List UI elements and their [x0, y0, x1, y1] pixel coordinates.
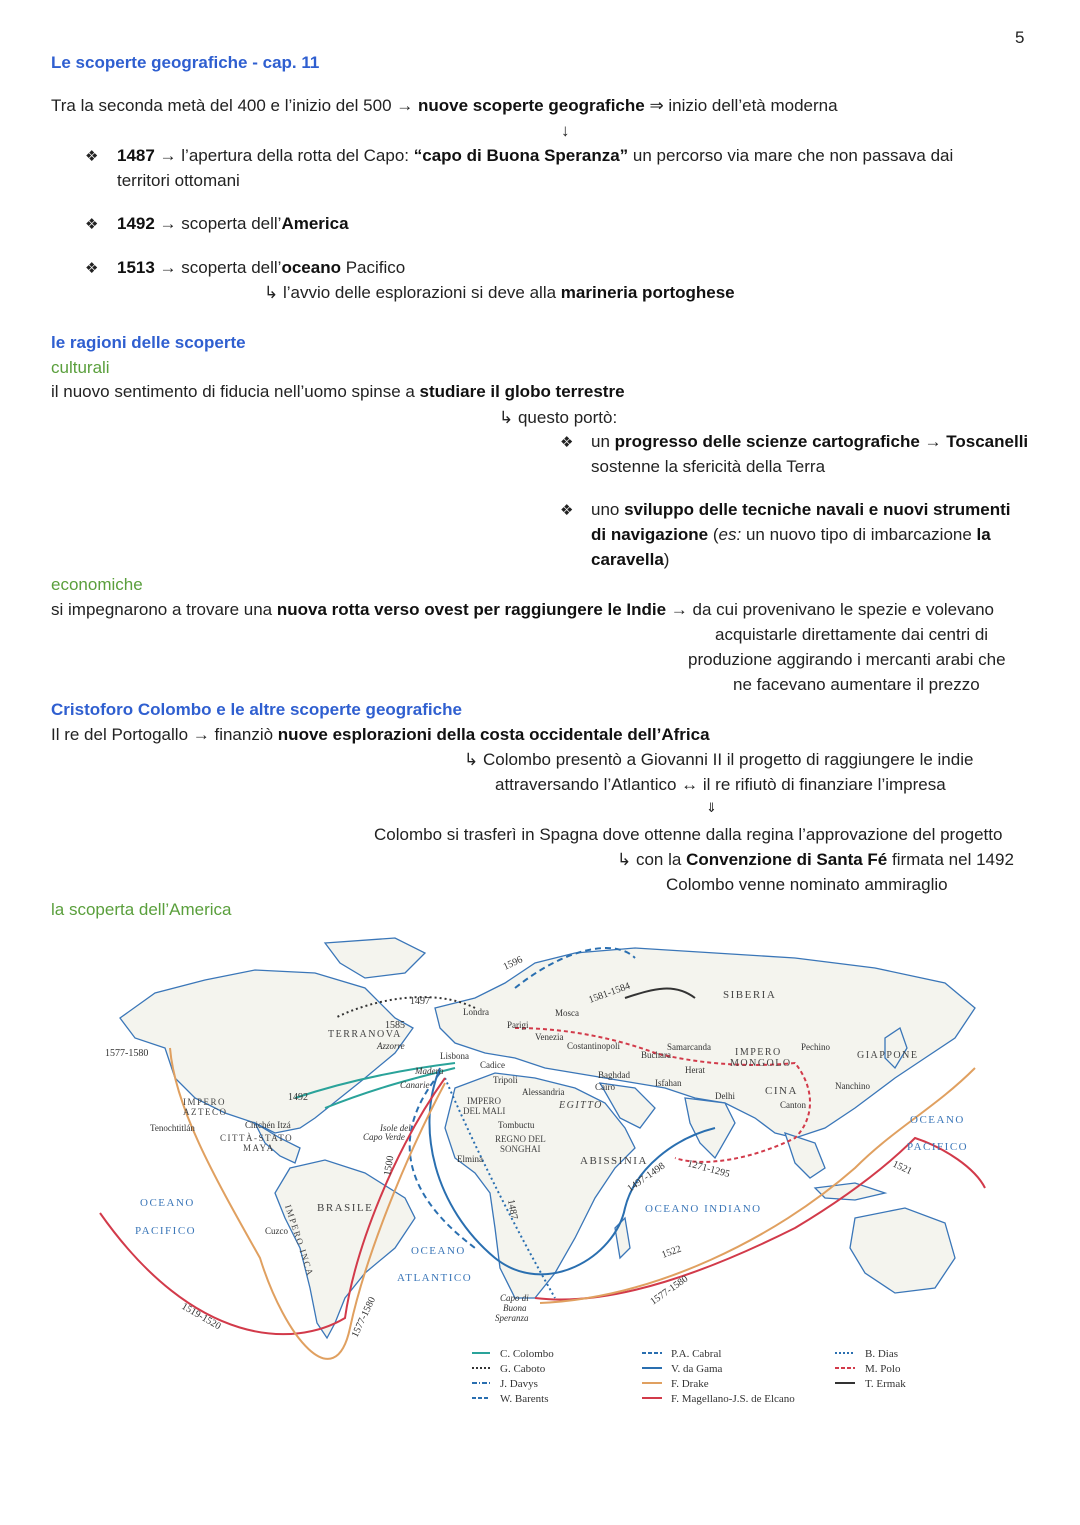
bullet-text: un percorso via mare che non passava dai	[628, 146, 954, 165]
section-heading-ragioni: le ragioni delle scoperte	[51, 333, 246, 352]
label-isfahan: Isfahan	[655, 1078, 682, 1088]
label-capo-buona-3: Speranza	[495, 1313, 529, 1323]
text-bold: Toscanelli	[946, 432, 1029, 451]
bullet-icon: ❖	[85, 260, 99, 277]
label-oceano-pacifico-w2: PACIFICO	[135, 1225, 197, 1237]
legend-dagama: V. da Gama	[671, 1363, 723, 1375]
economiche-line2: acquistarle direttamente dai centri di	[715, 625, 989, 644]
world-map	[95, 928, 1000, 1415]
label-cadice: Cadice	[480, 1060, 505, 1070]
year-1497: 1497	[410, 996, 430, 1007]
colombo-line3: attraversando l’Atlantico ↔ il re rifiutò di finanziare l’impresa	[495, 775, 946, 794]
madagascar	[615, 1218, 630, 1258]
year-1596: 1596	[501, 954, 525, 973]
culturali-line	[51, 382, 625, 402]
cartografia-line2: sostenne la sfericità della Terra	[591, 457, 826, 476]
culturali-bold: studiare il globo terrestre	[419, 382, 625, 401]
page-number: 5	[1015, 28, 1025, 47]
label-oceano-indiano: OCEANO INDIANO	[645, 1203, 762, 1215]
label-impero-mali-1: IMPERO	[467, 1096, 502, 1106]
bullet-text-bold: oceano	[281, 258, 341, 277]
text: (	[708, 525, 719, 544]
label-terranova: TERRANOVA	[328, 1029, 402, 1040]
legend-magellano: F. Magellano-J.S. de Elcano	[671, 1393, 795, 1405]
label-canton: Canton	[780, 1100, 806, 1110]
label-pechino: Pechino	[801, 1042, 830, 1052]
year-1577-south: 1577-1580	[648, 1273, 691, 1308]
legend-cabral: P.A. Cabral	[671, 1348, 722, 1360]
tecniche-line	[591, 500, 1010, 520]
porto-line: ↳ questo portò:	[499, 408, 618, 427]
bullet-text: → scoperta dell’	[154, 258, 282, 277]
economiche-line4: ne facevano aumentare il prezzo	[733, 675, 980, 694]
label-impero-mongolo-1: IMPERO	[735, 1047, 782, 1058]
bullet-year: 1492	[117, 214, 155, 233]
legend-drake: F. Drake	[671, 1378, 709, 1390]
legend-polo: M. Polo	[865, 1363, 901, 1375]
label-baghdad: Baghdad	[598, 1070, 630, 1080]
legend-davys: J. Davys	[500, 1378, 538, 1390]
bullet-text-bold: “capo di Buona Speranza”	[413, 146, 629, 165]
tecniche-line3	[591, 550, 669, 570]
intro-line	[51, 96, 838, 116]
colombo-line5	[617, 850, 1014, 870]
year-1500: 1500	[382, 1154, 397, 1177]
portoghese-line	[264, 283, 735, 303]
label-egitto: EGITTO	[559, 1100, 603, 1111]
label-cairo: Cairo	[595, 1082, 615, 1092]
text-bold: Convenzione di Santa Fé	[686, 850, 888, 869]
label-capo-buona-1: Capo di	[500, 1293, 529, 1303]
bullet-text: → scoperta dell’	[154, 214, 282, 233]
text-bold: caravella	[591, 550, 664, 569]
colombo-arrow: ⇓	[706, 800, 717, 815]
text: firmata nel 1492	[887, 850, 1014, 869]
year-1497-1498: 1497-1498	[625, 1160, 668, 1195]
world-map-svg	[95, 928, 1000, 1415]
text-bold: la	[976, 525, 991, 544]
year-1521: 1521	[890, 1158, 914, 1178]
label-cina: CINA	[765, 1085, 798, 1097]
economiche-line1	[51, 600, 994, 620]
label-tenochtitlan: Tenochtitlán	[150, 1123, 195, 1133]
label-oceano-atlantico-2: ATLANTICO	[397, 1272, 473, 1284]
intro-arrow: ↓	[561, 121, 570, 140]
label-parigi: Parigi	[507, 1020, 529, 1030]
india	[685, 1098, 735, 1158]
year-1522: 1522	[660, 1243, 683, 1261]
text-bold: nuova rotta verso ovest per raggiungere le Indie	[276, 600, 667, 619]
year-1271-1295: 1271-1295	[686, 1158, 731, 1181]
text: → da cui provenivano le spezie e volevano	[666, 600, 995, 619]
label-elmina: Elmina	[457, 1154, 483, 1164]
label-abissinia: ABISSINIA	[580, 1155, 648, 1167]
bullet-1487-line2: territori ottomani	[117, 171, 240, 190]
label-buchara: Buchara	[641, 1050, 671, 1060]
label-citta-stato-2: MAYA	[243, 1143, 275, 1153]
label-venezia: Venezia	[535, 1032, 564, 1042]
label-delhi: Delhi	[715, 1091, 735, 1101]
bullet-text-bold: America	[281, 214, 349, 233]
legend-dias: B. Dias	[865, 1348, 898, 1360]
bullet-year: 1513	[117, 258, 155, 277]
culturali-text: il nuovo sentimento di fiducia nell’uomo spinse a	[51, 382, 420, 401]
label-cuzco: Cuzco	[265, 1226, 288, 1236]
legend-barents: W. Barents	[500, 1393, 549, 1405]
section-heading-colombo: Cristoforo Colombo e le altre scoperte geografiche	[51, 700, 462, 719]
text: Il re del Portogallo → finanziò	[51, 725, 278, 744]
text: un	[591, 432, 615, 451]
label-oceano-pacifico-e2: PACIFICO	[907, 1141, 969, 1153]
text: )	[663, 550, 670, 569]
subheading-america: la scoperta dell’America	[51, 900, 232, 919]
text-bold: di navigazione	[591, 525, 709, 544]
cartografia-line	[591, 432, 1028, 452]
bullet-text: Pacifico	[340, 258, 406, 277]
australia	[850, 1208, 955, 1293]
label-regno-songhai-1: REGNO DEL	[495, 1134, 546, 1144]
year-1487: 1487	[505, 1198, 520, 1221]
year-1581: 1581-1584	[587, 980, 632, 1006]
subheading-culturali: culturali	[51, 358, 110, 377]
north-america	[120, 970, 413, 1133]
economiche-line3: produzione aggirando i mercanti arabi che	[688, 650, 1006, 669]
label-giappone: GIAPPONE	[857, 1050, 919, 1061]
legend-caboto: G. Caboto	[500, 1363, 546, 1375]
label-tombuctu: Tombuctu	[498, 1120, 535, 1130]
label-impero-mali-2: DEL MALI	[463, 1106, 506, 1116]
label-tripoli: Tripoli	[493, 1075, 518, 1085]
bullet-icon: ❖	[560, 502, 574, 519]
legend-colombo: C. Colombo	[500, 1348, 554, 1360]
label-canarie: Canarie	[400, 1080, 430, 1090]
label-impero-azteco-1: IMPERO	[183, 1097, 227, 1107]
text-bold: progresso delle scienze cartografiche	[614, 432, 920, 451]
label-brasile: BRASILE	[317, 1202, 374, 1214]
label-isole-capo-verde-2: Capo Verde	[363, 1132, 405, 1142]
label-costantinopoli: Costantinopoli	[567, 1041, 621, 1051]
southeast-asia	[785, 1133, 825, 1178]
label-azzorre: Azzorre	[377, 1041, 405, 1051]
year-1577-west: 1577-1580	[105, 1048, 149, 1059]
label-nanchino: Nanchino	[835, 1081, 870, 1091]
bullet-icon: ❖	[85, 148, 99, 165]
label-mosca: Mosca	[555, 1008, 579, 1018]
label-chichen-itza: Chichén Itzá	[245, 1120, 291, 1130]
bullet-1487	[117, 146, 953, 166]
bullet-1513	[117, 258, 405, 278]
text: uno	[591, 500, 625, 519]
label-londra: Londra	[463, 1007, 489, 1017]
label-lisbona: Lisbona	[440, 1051, 469, 1061]
bullet-icon: ❖	[85, 216, 99, 233]
colombo-line4: Colombo si trasferì in Spagna dove ottenne dalla regina l’approvazione del progetto	[374, 825, 1003, 844]
year-1519-1520: 1519-1520	[179, 1301, 223, 1333]
label-impero-mongolo-2: MONGOLO	[730, 1058, 792, 1069]
label-oceano-pacifico-w1: OCEANO	[140, 1197, 195, 1209]
legend-ermak: T. Ermak	[865, 1378, 906, 1390]
text-bold: nuove esplorazioni della costa occidentale dell’Africa	[277, 725, 710, 744]
text-bold: sviluppo delle tecniche navali e nuovi strumenti	[624, 500, 1011, 519]
colombo-line1	[51, 725, 710, 745]
label-oceano-atlantico-1: OCEANO	[411, 1245, 466, 1257]
label-impero-azteco-2: AZTECO	[183, 1107, 228, 1117]
label-oceano-pacifico-e1: OCEANO	[910, 1114, 965, 1126]
text: si impegnarono a trovare una	[51, 600, 277, 619]
greenland	[325, 938, 425, 978]
label-samarcanda: Samarcanda	[667, 1042, 711, 1052]
label-herat: Herat	[685, 1065, 705, 1075]
bullet-icon: ❖	[560, 434, 574, 451]
intro-text-b: nuove scoperte geografiche	[417, 96, 645, 115]
year-1585: 1585	[385, 1020, 405, 1031]
intro-text-c: ⇒ inizio dell’età moderna	[644, 96, 838, 115]
tecniche-line2	[591, 525, 991, 545]
text: →	[919, 432, 947, 451]
year-1492: 1492	[288, 1092, 308, 1103]
text: ↳ con la	[617, 850, 687, 869]
label-alessandria: Alessandria	[522, 1087, 565, 1097]
bullet-year: 1487	[117, 146, 155, 165]
label-capo-buona-2: Buona	[503, 1303, 527, 1313]
year-1577-america: 1577-1580	[349, 1295, 379, 1340]
page-title: Le scoperte geografiche - cap. 11	[51, 53, 320, 72]
colombo-line2: ↳ Colombo presentò a Giovanni II il progetto di raggiungere le indie	[464, 750, 974, 769]
bullet-text: → l’apertura della rotta del Capo:	[154, 146, 414, 165]
label-isole-capo-verde-1: Isole del	[380, 1123, 411, 1133]
intro-text-a: Tra la seconda metà del 400 e l’inizio del 500 →	[51, 96, 418, 115]
label-citta-stato-1: CITTÀ-STATO	[220, 1133, 294, 1143]
label-siberia: SIBERIA	[723, 989, 777, 1001]
bullet-1492	[117, 214, 349, 234]
portoghese-text: ↳ l’avvio delle esplorazioni si deve alla	[264, 283, 561, 302]
label-madera: Madera	[415, 1066, 444, 1076]
south-america	[275, 1160, 415, 1338]
text: un nuovo tipo di imbarcazione	[741, 525, 977, 544]
label-regno-songhai-2: SONGHAI	[500, 1144, 541, 1154]
text-italic: es:	[718, 525, 742, 544]
map-legend	[472, 1348, 906, 1405]
colombo-line6: Colombo venne nominato ammiraglio	[666, 875, 948, 894]
subheading-economiche: economiche	[51, 575, 143, 594]
portoghese-bold: marineria portoghese	[560, 283, 735, 302]
label-impero-inca: IMPERO INCA	[283, 1203, 316, 1278]
